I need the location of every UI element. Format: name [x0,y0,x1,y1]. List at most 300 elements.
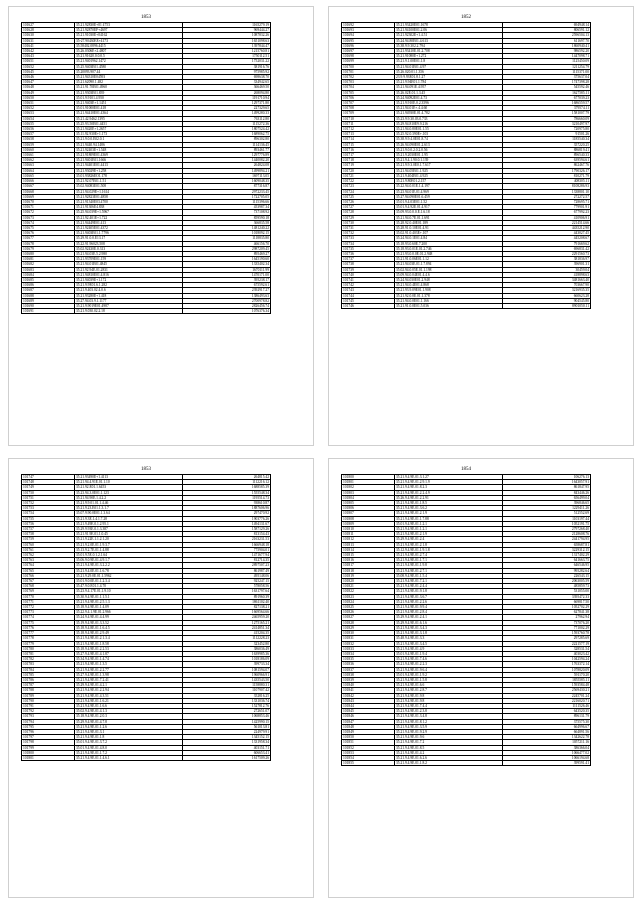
value-cell: 1689062.75 [183,132,271,137]
table-body [342,23,591,309]
value-cell: 827138.21 [183,605,271,610]
code-cell: 35.21.9.4.9E.01.3.6.2 [395,506,503,511]
code-cell: 35.21.9440.94.1486 [75,142,183,147]
value-cell: 357220.25 [503,142,591,147]
row-id-cell: 101642 [22,49,75,54]
row-id-cell: 101685 [22,277,75,282]
code-cell: 35.21.9.4.9E.01.2.2.3 [395,662,503,667]
row-id-cell: 101727 [342,205,395,210]
value-cell: 1118835.80 [183,236,271,241]
code-cell: 35.23.9.4.17E.01.1.9.10 [75,589,183,594]
row-id-cell: 101748 [22,480,75,485]
row-id-cell: 101782 [22,657,75,662]
code-cell: 35.21.93410E.01.2.708 [395,49,503,54]
value-cell: 891960.39 [183,594,271,599]
value-cell: 611697.70 [503,38,591,43]
value-cell: 1185540.34 [503,137,591,142]
row-id-cell: 101810 [342,527,395,532]
code-cell: 35.21.9.4.9E.01.9.8 [395,693,503,698]
value-cell: 1499894.21 [183,168,271,173]
value-cell: 812714.35 [183,558,271,563]
code-cell: 35.25.93.50E01.4451 [75,121,183,126]
value-cell: 403151.71 [183,745,271,750]
value-cell: 408305.11 [503,179,591,184]
code-cell: 35.21.9401E01.1666 [75,158,183,163]
sheet-1 [21,15,271,314]
value-cell: 2465959.20 [183,615,271,620]
row-id-cell: 101767 [22,579,75,584]
value-cell: 1499280.33 [183,111,271,116]
code-cell: 35.21.9.4.9E.01.1.8 [75,735,183,740]
value-cell: 843446.26 [503,490,591,495]
row-id-cell: 101814 [342,547,395,552]
code-cell: 35.21.9.1.00E01.1.8 [395,59,503,64]
code-cell: 35.21.94810E01.4.816 [75,272,183,277]
value-cell: 395238.17 [183,277,271,282]
code-cell: 35.01.9.4.9E.01.1.9.4 [395,651,503,656]
value-cell: 2596504.13 [503,33,591,38]
row-id-cell: 101729 [342,215,395,220]
row-id-cell: 101756 [22,521,75,526]
code-cell: 35.21.9.4.9E.01.3.4.5 [395,641,503,646]
row-id-cell: 101704 [342,85,395,90]
row-id-cell: 101844 [342,703,395,708]
row-id-cell: 101851 [342,740,395,745]
row-id-cell: 101853 [342,750,395,755]
row-id-cell: 101800 [342,475,395,480]
row-id-cell: 101661 [22,153,75,158]
code-cell: 35.21.9.4.9E.01.9.9.4 [395,605,503,610]
value-cell: 896540.33 [503,153,591,158]
row-id-cell: 101684 [22,272,75,277]
value-cell: 1317402.29 [503,553,591,558]
value-cell: 386366.04 [503,745,591,750]
value-cell: 664996.67 [503,724,591,729]
code-cell: 35.21.9.4.9E.01.3.4.3 [395,625,503,630]
value-cell: 1114136.45 [183,142,271,147]
code-cell: 35.21.9.4.9E.01.8.2.3 [395,485,503,490]
code-cell: 35.18.9.4.8E.01.1.6.4.5 [75,625,183,630]
document-page-3 [8,458,314,898]
value-cell: 366835.58 [183,220,271,225]
value-cell: 2128608.76 [503,532,591,537]
row-id-cell: 101840 [342,683,395,688]
row-id-cell: 101643 [22,54,75,59]
row-id-cell: 101680 [22,251,75,256]
value-cell: 728695.71 [503,199,591,204]
code-cell: 35.21.9.4.9E.01.9.6.4 [395,667,503,672]
value-cell: 396846.65 [503,501,591,506]
code-cell: 35.21.9.80E01.2.157 [395,179,503,184]
value-cell: 763112.80 [183,116,271,121]
row-id-cell: 101824 [342,599,395,604]
value-cell: 1081594.07 [183,667,271,672]
code-cell: 35.29.91.0.0.E13.17 [75,236,183,241]
row-id-cell: 101791 [22,703,75,708]
row-id-cell: 101687 [22,288,75,293]
row-id-cell: 101771 [22,599,75,604]
code-cell: 35.21.93280E+1.418 [75,293,183,298]
value-cell: 698638.70 [183,75,271,80]
row-id-cell: 101835 [342,657,395,662]
row-id-cell: 101628 [22,28,75,33]
value-cell: 1670111.99 [183,267,271,272]
row-id-cell: 101668 [22,189,75,194]
row-id-cell: 101788 [22,688,75,693]
row-id-cell: 101733 [342,236,395,241]
value-cell: 806591.12 [503,28,591,33]
code-cell: 35.38.9.9.302.2.794 [395,43,503,48]
row-id-cell: 101831 [342,636,395,641]
value-cell: 2414851.34 [183,625,271,630]
code-cell: 35.21.9.0.0.2.0.2.0.56 [395,147,503,152]
code-cell: 35.19.9.4.9E.01.3.3.52 [75,620,183,625]
row-id-cell: 101662 [22,158,75,163]
value-cell: 561013.81 [183,724,271,729]
value-cell: 1103197.44 [503,516,591,521]
row-id-cell: 101808 [342,516,395,521]
value-cell: 775904.01 [183,547,271,552]
code-cell: 35.21.94.05E01.1.925 [395,168,503,173]
value-cell: 1645190.60 [183,257,271,262]
code-cell: 35.21.94.03E.01.1.7.894 [395,262,503,267]
code-cell: 35.01.9.4.03E01.1.52 [395,199,503,204]
row-id-cell: 101750 [22,490,75,495]
value-cell: 1643057.91 [503,480,591,485]
row-id-cell: 101823 [342,594,395,599]
row-id-cell: 101780 [22,646,75,651]
row-id-cell: 101651 [22,101,75,106]
row-id-cell: 101725 [342,194,395,199]
table-row [342,761,591,766]
value-cell: 3229312.15 [503,547,591,552]
code-cell: 35.21.9.23.E01.1.3.1.7 [75,506,183,511]
value-cell: 1331036.74 [183,698,271,703]
code-cell: 35.21.93709E01.159 [75,257,183,262]
code-cell: 35.21.9.4.9E.01.2.7.4 [395,553,503,558]
row-id-cell: 101659 [22,142,75,147]
row-id-cell: 101749 [22,485,75,490]
row-id-cell: 101850 [342,735,395,740]
code-cell: 35.21.91080E+1.272 [395,54,503,59]
code-cell: 35.23.94.01E.01.4.969 [395,189,503,194]
code-cell: 35.22.94.0.01E.1.4.197 [395,184,503,189]
value-cell: 381836.97 [503,257,591,262]
sheet-3 [21,467,271,761]
value-cell: 694948.14 [503,23,591,28]
value-cell: 2897507.23 [183,563,271,568]
value-cell: 893461.77 [183,147,271,152]
value-cell: 512552.69 [503,511,591,516]
row-id-cell: 101667 [22,184,75,189]
value-cell: 1297776.89 [183,153,271,158]
row-id-cell: 101842 [342,693,395,698]
value-cell: 646546.95 [503,563,591,568]
value-cell: 591170.20 [503,672,591,677]
code-cell: 35.21.9.2.0E.01.1.9.3.7 [75,542,183,547]
value-cell: 297285.69 [503,636,591,641]
value-cell: 861847.95 [503,485,591,490]
code-cell: 35.18.9.4.9E.01.1.4.09 [75,605,183,610]
row-id-cell: 101630 [22,33,75,38]
row-id-cell: 101722 [342,179,395,184]
value-cell: 886819.41 [503,147,591,152]
value-cell: 323452.80 [183,641,271,646]
row-id-cell: 101849 [342,729,395,734]
row-id-cell: 101809 [342,521,395,526]
value-cell: 859590.18 [183,215,271,220]
row-id-cell: 101801 [342,480,395,485]
value-cell: 1068853.46 [183,714,271,719]
value-cell: 2063005.59 [503,579,591,584]
value-cell: 1042594.24 [503,657,591,662]
code-cell: 35.21.93.9.09E01.1.908 [395,288,503,293]
code-cell: 35.21.92830E+01 4753 [75,23,183,28]
value-cell: 445208.67 [503,236,591,241]
row-id-cell: 101710 [342,116,395,121]
code-cell: 35.29.94.810E9.9.216 [395,121,503,126]
row-id-cell: 101719 [342,163,395,168]
value-cell: 861987.49 [183,568,271,573]
value-cell: 877316.87 [183,184,271,189]
row-id-cell: 101834 [342,651,395,656]
code-cell: 35.21.91.0.0E01.5.036 [395,303,503,308]
code-cell: 35.18.93.0.60E.7.200 [395,241,503,246]
code-cell: 35.27.94.090E01.6.459 [395,194,503,199]
value-cell: 703667.90 [503,283,591,288]
value-cell: 3481663.40 [503,277,591,282]
row-id-cell: 101694 [342,33,395,38]
value-cell: 1903776.26 [183,516,271,521]
code-cell: 35.29.9.4.9E.01.4.7.8 [75,719,183,724]
value-cell: 1639985.36 [183,651,271,656]
row-id-cell: 101698 [342,54,395,59]
value-cell: 272272.57 [503,194,591,199]
row-id-cell: 101778 [22,636,75,641]
code-cell: 35.01.9.0.0E.01.1.2.3.4 [75,579,183,584]
value-cell: 410906.91 [503,215,591,220]
value-cell: 381916.76 [183,64,271,69]
value-cell: 1763372.14 [503,662,591,667]
document-page-4 [328,458,634,898]
value-cell: 1627585.11 [503,90,591,95]
row-id-cell: 101813 [342,542,395,547]
code-cell: 35.18.9.4.9E.01.2.0.3 [75,714,183,719]
row-id-cell: 101675 [22,225,75,230]
row-id-cell: 101772 [22,605,75,610]
code-cell: 35.02.91.0.403E+.107 [395,231,503,236]
code-cell: 35.21.9.4.9E.01.3.2.2.2 [75,563,183,568]
row-id-cell: 101764 [22,563,75,568]
row-id-cell: 101676 [22,231,75,236]
value-cell: 1494131.67 [183,521,271,526]
code-cell: 35.01.9.4.9E.01.4.8.0 [75,745,183,750]
value-cell: 403023.42 [503,651,591,656]
row-id-cell: 101664 [22,168,75,173]
code-cell: 35.21.42.9462.1395 [75,116,183,121]
value-cell: 896131.79 [503,714,591,719]
code-cell: 35.09.93.0.0.0.E.1.6.18 [395,210,503,215]
row-id-cell: 101713 [342,132,395,137]
row-id-cell: 101787 [22,683,75,688]
row-id-cell: 101650 [22,95,75,100]
value-cell: 2569430.21 [503,688,591,693]
code-cell: 23.9.9.93E01.8.1.27 [395,75,503,80]
code-cell: 35.21.91809E01.4369 [75,153,183,158]
value-cell: 1617509.26 [183,755,271,760]
code-cell: 35.21.92405E01.4372 [75,225,183,230]
row-id-cell: 101742 [342,283,395,288]
row-id-cell: 101682 [22,262,75,267]
row-id-cell: 101740 [342,272,395,277]
row-id-cell: 101786 [22,677,75,682]
value-cell: 986592.20 [503,49,591,54]
row-id-cell: 101724 [342,189,395,194]
row-id-cell: 101720 [342,168,395,173]
code-cell: 35.01.9.4.9E.01.1.2.1 [395,521,503,526]
code-cell: 35.21.9.0.0.E02.0.1 [75,137,183,142]
value-cell: 1861102.40 [183,599,271,604]
value-cell: 1587129.26 [183,527,271,532]
row-id-cell: 101691 [22,309,75,314]
code-cell: 35.21.94100E01.2.06 [395,28,503,33]
code-cell: 35.21.9.4.9E.01.1.8.58 [75,641,183,646]
value-cell: 786660.09 [503,116,591,121]
value-cell: 224979.91 [183,729,271,734]
row-id-cell: 101670 [22,199,75,204]
value-cell: 3210497.97 [503,121,591,126]
sheet-title: 1854 [461,467,471,472]
value-cell: 375637.04 [503,75,591,80]
value-cell: 1527812.76 [183,703,271,708]
row-id-cell: 101728 [342,210,395,215]
value-cell: 264824.08 [183,163,271,168]
code-cell: 35.21.94449E01.413 [75,220,183,225]
code-cell: 35.21.62090.1.482 [75,80,183,85]
row-id-cell: 101653 [22,111,75,116]
value-cell: 2221577.19 [503,641,591,646]
value-cell: 1342622.78 [503,735,591,740]
value-cell: 418898.63 [503,272,591,277]
value-cell: 2972233.45 [183,189,271,194]
code-cell: 35.21.93.0.0.0E.01.2.948 [395,251,503,256]
row-id-cell: 101832 [342,641,395,646]
value-cell: 1165279.19 [183,23,271,28]
row-id-cell: 101689 [22,298,75,303]
code-cell: 35.29.9.4.9E.01.6.1.6 [395,620,503,625]
code-cell: 35.21.91030E+04162 [75,33,183,38]
value-cell: 3395472.33 [503,594,591,599]
value-cell: 1752031.22 [183,59,271,64]
code-cell: 35.21.91340E03.4700 [75,199,183,204]
code-cell: 35.24.94.80E01.4.613 [395,38,503,43]
code-cell: 35.21.94401E01.4413 [75,163,183,168]
code-cell: 35.11.92.930E+1.173 [75,132,183,137]
value-cell: 27962.94 [503,615,591,620]
code-cell: 35.21.9.4.9E.01.8.1.2 [395,719,503,724]
code-cell: 35.21.9.4.9E.01.1.7.1 [395,558,503,563]
code-cell: 35.21.92302E+1.4.51 [395,33,503,38]
value-cell: 386036.49 [183,646,271,651]
code-cell: 35.21.9.4.9E.01.3.5.9 [395,724,503,729]
code-cell: 35.21.9.4.9E.01.1.4.6.1 [75,755,183,760]
row-id-cell: 101793 [22,714,75,719]
value-cell: 664891.56 [503,729,591,734]
row-id-cell: 101827 [342,615,395,620]
value-cell: 896302.80 [183,137,271,142]
row-id-cell: 101656 [22,127,75,132]
value-cell: 545592.46 [503,85,591,90]
value-cell: 106276.13 [503,475,591,480]
code-cell: 35.21.9.4.9E.01.3.6.7 [395,594,503,599]
row-id-cell: 101641 [22,43,75,48]
row-id-cell: 101763 [22,558,75,563]
row-id-cell: 101783 [22,662,75,667]
value-cell: 1593760.78 [503,631,591,636]
row-id-cell: 101775 [22,620,75,625]
code-cell: 35.21.92823E01.4858 [75,194,183,199]
value-cell: 1593584.48 [503,683,591,688]
row-id-cell: 101779 [22,641,75,646]
code-cell: 35.21.9.49E.0.1.2.95.1 [75,521,183,526]
code-cell: 35.26.020.01.1.356 [395,69,503,74]
table-body [22,475,271,761]
row-id-cell: 101816 [342,558,395,563]
row-id-cell: 101843 [342,698,395,703]
code-cell: 35.21.9401962.1472 [75,59,183,64]
value-cell: 1112216.12 [183,480,271,485]
code-cell: 35.21.91.70E01.4960 [75,85,183,90]
row-id-cell: 101753 [22,506,75,511]
code-cell: 35.21.9.9.01.01.1.4.46 [75,501,183,506]
value-cell: 627841.38 [503,610,591,615]
value-cell: 1331958.34 [183,740,271,745]
code-cell: 35.27.9.4.9E.01.4.1.87 [75,651,183,656]
value-cell: 677039.23 [503,95,591,100]
table-body [342,475,591,766]
row-id-cell: 101695 [342,38,395,43]
code-cell: 35.01.9.9101.4.950 [75,95,183,100]
document-page-2 [328,6,634,446]
code-cell: 35.21.9.4.9E.01.2.3.8 [395,709,503,714]
row-id-cell: 101794 [22,719,75,724]
row-id-cell: 101723 [342,184,395,189]
value-cell: 268094.80 [183,90,271,95]
value-cell: 2987209.45 [183,246,271,251]
code-cell: 35.24.9.4.9E.01.4.4.99 [75,615,183,620]
code-cell: 35.18.9.4.9E.01.2.9.49 [75,631,183,636]
value-cell: 737076.20 [503,620,591,625]
row-id-cell: 101798 [22,740,75,745]
value-cell: 1447098.71 [503,54,591,59]
row-id-cell: 101679 [22,246,75,251]
code-cell: 35.21.9.29.0E.01.1.5962 [75,573,183,578]
value-cell: 1107907.42 [183,688,271,693]
row-id-cell: 101660 [22,147,75,152]
code-cell: 35.21.9303E01.839 [75,90,183,95]
code-cell: 35.26.02E.01.1.3.45 [395,90,503,95]
value-cell: 1555548.34 [183,490,271,495]
code-cell: 35.02.92430E.0.313 [75,246,183,251]
row-id-cell: 101762 [22,553,75,558]
table-row [342,303,591,308]
code-cell: 35.01.9.4.9E.01.3.7.2 [75,740,183,745]
row-id-cell: 101773 [22,610,75,615]
value-cell: 643520.35 [503,709,591,714]
row-id-cell: 101649 [22,90,75,95]
row-id-cell: 101805 [342,501,395,506]
code-cell: 35.21.9.4.9E.01.4.9 [395,646,503,651]
